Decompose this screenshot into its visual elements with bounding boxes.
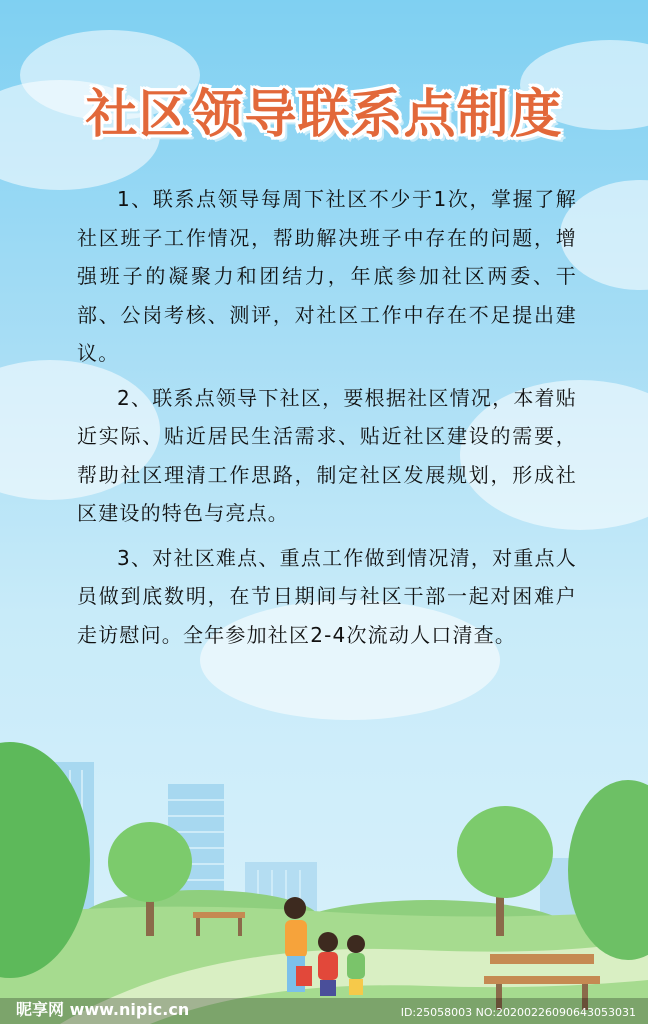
tree	[108, 822, 192, 902]
bench	[490, 954, 594, 964]
regulation-content	[77, 180, 577, 660]
tree	[457, 806, 553, 898]
park-illustration	[0, 740, 648, 1024]
paragraph-3: 3、对社区难点、重点工作做到情况清，对重点人员做到底数明，在节日期间与社区干部一起对困难户走访慰问。全年参加社区2-4次流动人口清查。	[77, 545, 577, 647]
watermark-site: 昵享网 www.nipic.cn	[16, 1000, 190, 1019]
bench	[193, 912, 245, 918]
paragraph-1: 1、联系点领导每周下社区不少于1次，掌握了解社区班子工作情况，帮助解决班子中存在的问题，增强班子的凝聚力和团结力，年底参加社区两委、干部、公岗考核、测评，对社区工作中存在不足提出建议。	[77, 187, 577, 365]
page-title: 社区领导联系点制度	[85, 85, 563, 145]
watermark-bar	[0, 998, 648, 1024]
paragraph-2: 2、联系点领导下社区，要根据社区情况，本着贴近实际、贴近居民生活需求、贴近社区建设的需要，帮助社区理清工作思路，制定社区发展规划，形成社区建设的特色与亮点。	[77, 385, 577, 525]
watermark-id: ID:25058003 NO:20200226090643053031	[400, 1006, 636, 1019]
bench	[484, 976, 600, 984]
